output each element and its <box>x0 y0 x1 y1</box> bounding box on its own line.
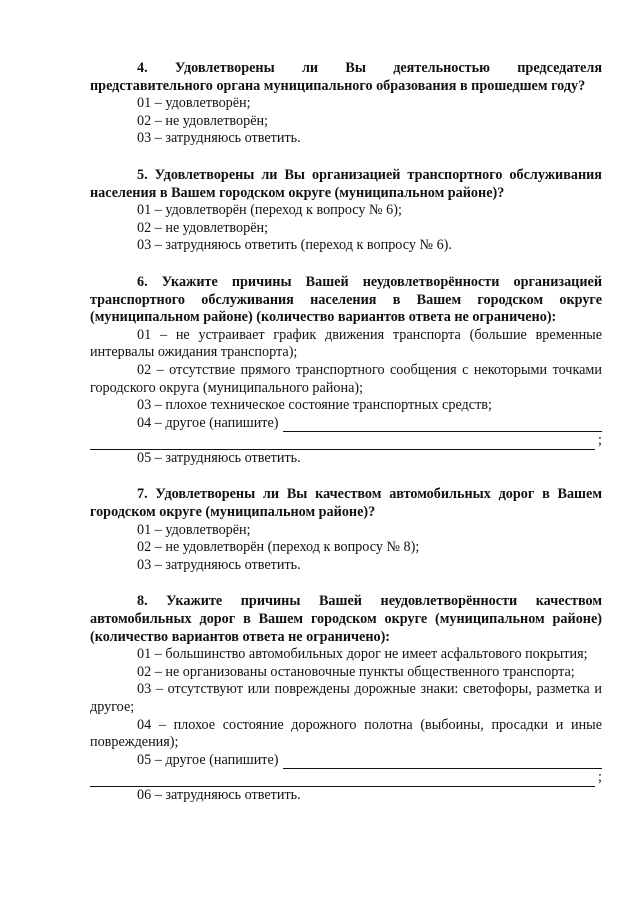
question-7: 7. Удовлетворены ли Вы качеством автомобильных дорог в Вашем городском округе (муниципальном районе)? <box>90 486 602 521</box>
q6-other-write-line[interactable] <box>283 418 602 432</box>
q8-option-03: 03 – отсутствуют или повреждены дорожные знаки: светофоры, разметка и другое; <box>90 681 602 715</box>
q8-option-05-other <box>90 752 602 770</box>
q6-other-continuation <box>90 432 602 450</box>
q6-option-04-label: 04 – другое (напишите) <box>137 414 279 431</box>
q5-option-02: 02 – не удовлетворён; <box>137 219 269 236</box>
q4-option-03: 03 – затрудняюсь ответить. <box>137 130 301 147</box>
q5-option-01: 01 – удовлетворён (переход к вопросу № 6); <box>137 202 402 219</box>
q4-option-02: 02 – не удовлетворён; <box>137 112 269 129</box>
q8-option-04: 04 – плохое состояние дорожного полотна (выбоины, просадки и иные повреждения); <box>90 716 602 751</box>
q8-option-01: 01 – большинство автомобильных дорог не имеет асфальтового покрытия; <box>137 646 588 663</box>
q6-option-02: 02 – отсутствие прямого транспортного сообщения с некоторыми точками городского округа (муниципального района); <box>90 361 602 396</box>
q6-option-01: 01 – не устраивает график движения транспорта (большие временные интервалы ожидания транспорта); <box>90 326 602 361</box>
q4-option-01: 01 – удовлетворён; <box>137 95 251 112</box>
question-5: 5. Удовлетворены ли Вы организацией транспортного обслуживания населения в Вашем городском округе (муниципальном районе)? <box>90 166 602 201</box>
q6-other-end-mark: ; <box>598 432 602 449</box>
q8-other-end-mark: ; <box>598 769 602 786</box>
q8-option-05-label: 05 – другое (напишите) <box>137 751 279 768</box>
question-8: 8. Укажите причины Вашей неудовлетворённости качеством автомобильных дорог в Вашем городском округе (муниципальном районе) (количество вариантов ответа не ограничено): <box>90 593 602 645</box>
q8-other-write-line[interactable] <box>283 755 602 769</box>
q6-option-05: 05 – затрудняюсь ответить. <box>137 449 301 466</box>
q6-option-03: 03 – плохое техническое состояние транспортных средств; <box>137 397 492 414</box>
q7-option-02: 02 – не удовлетворён (переход к вопросу № 8); <box>137 539 420 556</box>
q6-other-write-line-2[interactable] <box>90 436 595 450</box>
q7-option-03: 03 – затрудняюсь ответить. <box>137 556 301 573</box>
q8-option-02: 02 – не организованы остановочные пункты общественного транспорта; <box>137 663 575 680</box>
q8-option-06: 06 – затрудняюсь ответить. <box>137 786 301 803</box>
q5-option-03: 03 – затрудняюсь ответить (переход к вопросу № 6). <box>137 237 452 254</box>
q7-option-01: 01 – удовлетворён; <box>137 521 251 538</box>
q8-other-write-line-2[interactable] <box>90 773 595 787</box>
question-4: 4. Удовлетворены ли Вы деятельностью председателя представительного органа муниципального образования в прошедшем году? <box>90 60 602 94</box>
question-6: 6. Укажите причины Вашей неудовлетворённости организацией транспортного обслуживания населения в Вашем городском округе (муниципальном районе) (количество вариантов ответа не ограничено): <box>90 273 602 326</box>
questionnaire <box>90 60 602 805</box>
q8-other-continuation <box>90 769 602 787</box>
q6-option-04-other <box>90 415 602 433</box>
